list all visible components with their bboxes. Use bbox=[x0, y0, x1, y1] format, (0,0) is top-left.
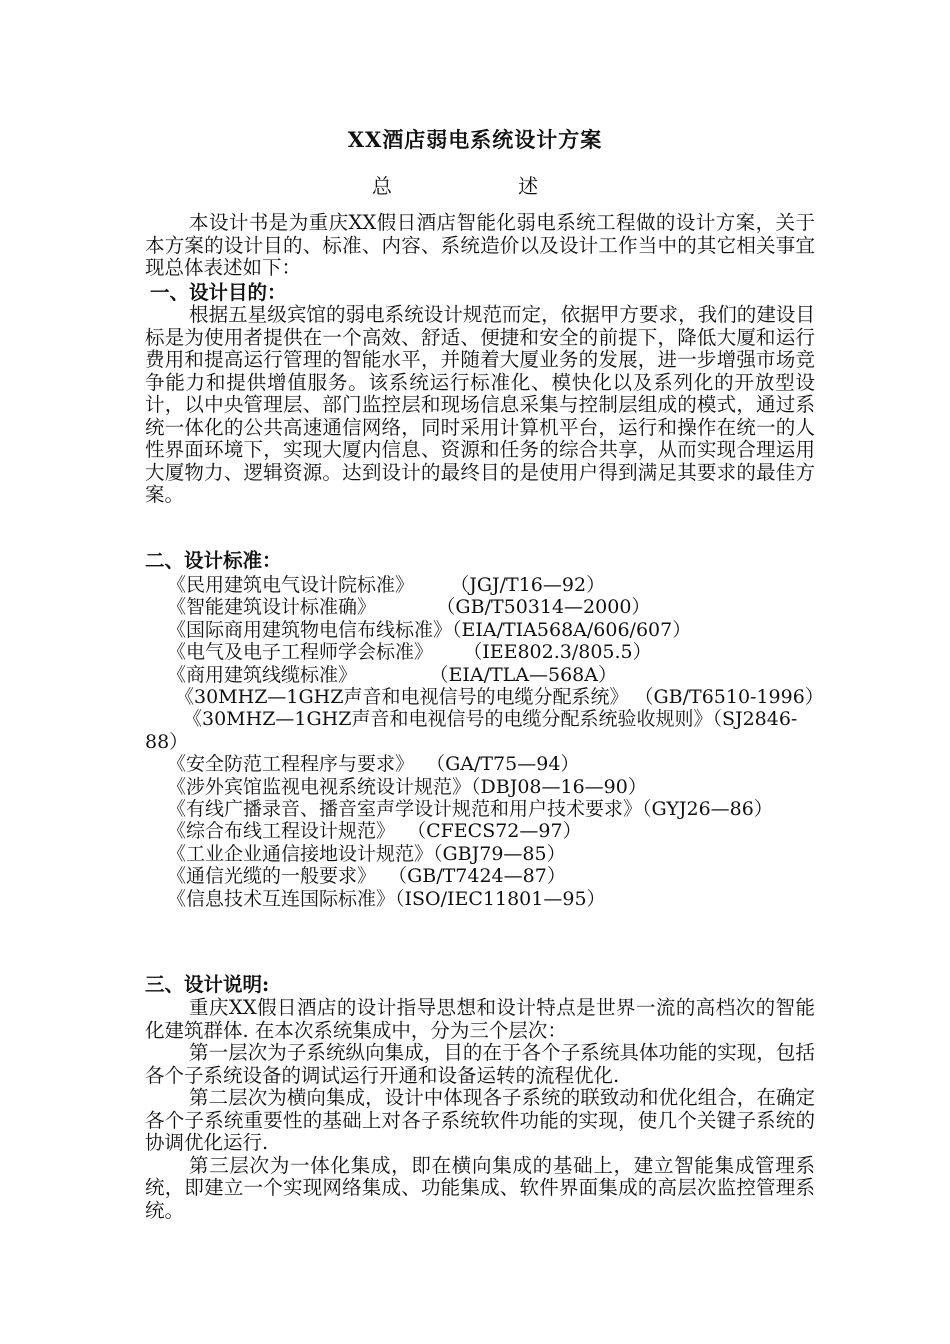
section-3-body bbox=[145, 997, 815, 1222]
section-1-body bbox=[145, 304, 815, 507]
standard-item: 《民用建筑电气设计院标准》 （JGJ/T16—92） bbox=[167, 574, 606, 596]
standard-item: 《安全防范工程程序与要求》 （GA/T75—94） bbox=[167, 753, 580, 776]
standard-item: 《工业企业通信接地设计规范》（GBJ79—85） bbox=[167, 842, 566, 865]
standards-list bbox=[145, 574, 824, 910]
standard-item: 《30MHZ—1GHZ声音和电视信号的电缆分配系统》 （GB/T6510-1996） bbox=[175, 686, 824, 709]
standard-item: 《信息技术互连国际标准》（ISO/IEC11801—95） bbox=[167, 887, 606, 910]
section-2-heading: 二、设计标准： bbox=[145, 549, 282, 572]
section-3-paragraph: 第一层次为子系统纵向集成，目的在于各个子系统具体功能的实现，包括各个子系统设备的调试运行开通和设备运转的流程优化. bbox=[145, 1041, 815, 1087]
standard-item: 《国际商用建筑物电信布线标准》（EIA/TIA568A/606/607） bbox=[167, 618, 692, 641]
document-title: XX酒店弱电系统设计方案 bbox=[347, 127, 603, 152]
standard-item: 《30MHZ—1GHZ声音和电视信号的电缆分配系统验收规则》（SJ2846-88） bbox=[145, 708, 798, 753]
section-3-paragraph: 第三层次为一体化集成，即在横向集成的基础上，建立智能集成管理系统，即建立一个实现网络集成、功能集成、软件界面集成的高层次监控管理系统。 bbox=[145, 1153, 815, 1222]
standard-item: 《通信光缆的一般要求》 （GB/T7424—87） bbox=[167, 865, 566, 888]
standard-item: 《电气及电子工程师学会标准》 （IEE802.3/805.5） bbox=[167, 641, 652, 664]
section-1-paragraph: 根据五星级宾馆的弱电系统设计规范而定，依据甲方要求，我们的建设目标是为使用者提供在一个高效、舒适、便捷和安全的前提下，降低大厦和运行费用和提高运行管理的智能水平，并随着大厦业务的发展，进一步增强市场竞争能力和提供增值服务。该系统运行标准化、模快化以及系列化的开放型设计，以中央管理层、部门监控层和现场信息采集与控制层组成的模式，通过系统一体化的公共高速通信网络，同时采用计算机平台，运行和操作在统一的人性界面环境下，实现大厦内信息、资源和任务的综合共享，从而实现合理运用大厦物力、逻辑资源。达到设计的最终目的是使用户得到满足其要求的最佳方案。 bbox=[145, 303, 815, 506]
section-1-heading: 一、设计目的： bbox=[150, 281, 287, 304]
standard-item: 《商用建筑线缆标准》 （EIA/TLA—568A） bbox=[167, 663, 617, 686]
standard-item: 《有线广播录音、播音室声学设计规范和用户技术要求》（GYJ26—86） bbox=[167, 798, 773, 821]
standard-item: 《涉外宾馆监视电视系统设计规范》（DBJ08—16—90） bbox=[167, 775, 647, 798]
intro-block bbox=[145, 212, 815, 280]
section-3-heading: 三、设计说明: bbox=[145, 973, 270, 996]
intro-paragraph: 本设计书是为重庆XX假日酒店智能化弱电系统工程做的设计方案，关于本方案的设计目的、标准、内容、系统造价以及设计工作当中的其它相关事宜现总体表述如下： bbox=[145, 211, 815, 279]
document-subtitle: 总 述 bbox=[371, 174, 579, 198]
section-3-paragraph: 第二层次为横向集成，设计中体现各子系统的联致动和优化组合，在确定各个子系统重要性的基础上对各子系统软件功能的实现，使几个关键子系统的协调优化运行. bbox=[145, 1086, 815, 1154]
section-3-paragraph: 重庆XX假日酒店的设计指导思想和设计特点是世界一流的高档次的智能化建筑群体. 在本次系统集成中，分为三个层次： bbox=[145, 996, 815, 1042]
standard-item: 《综合布线工程设计规范》 （CFECS72—97） bbox=[167, 820, 582, 843]
standard-item: 《智能建筑设计标准确》 （GB/T50314—2000） bbox=[167, 596, 651, 619]
